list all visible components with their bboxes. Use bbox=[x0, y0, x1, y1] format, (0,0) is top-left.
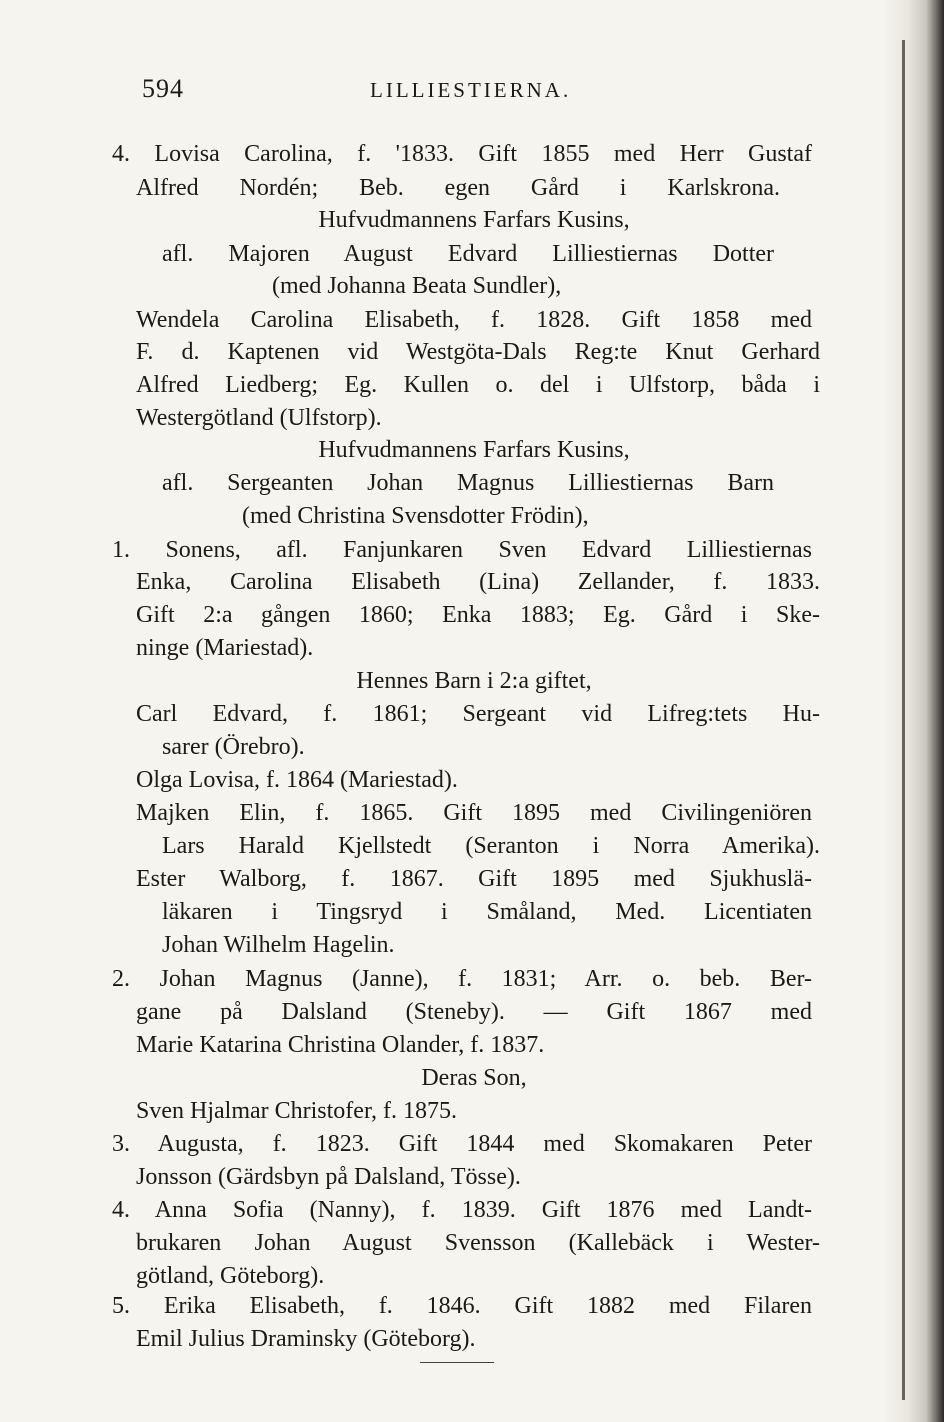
text-line: sarer (Örebro). bbox=[162, 734, 305, 760]
text-line: Emil Julius Draminsky (Göteborg). bbox=[136, 1326, 476, 1352]
text-line: Alfred Nordén; Beb. egen Gård i Karlskrona. bbox=[136, 175, 780, 201]
text-line: F. d. Kaptenen vid Westgöta-Dals Reg:te Knut Gerhard bbox=[136, 339, 820, 365]
text-line: (med Christina Svensdotter Frödin), bbox=[242, 503, 589, 529]
text-line: Gift 2:a gången 1860; Enka 1883; Eg. Gård i Ske- bbox=[136, 602, 820, 628]
text-line: Jonsson (Gärdsbyn på Dalsland, Tösse). bbox=[136, 1164, 521, 1190]
text-line: 4. Anna Sofia (Nanny), f. 1839. Gift 1876 med Landt- bbox=[112, 1197, 812, 1223]
binding-edge bbox=[902, 40, 905, 1400]
running-title: LILLIESTIERNA. bbox=[370, 78, 572, 102]
section-heading: Hennes Barn i 2:a giftet, bbox=[356, 668, 592, 694]
text-line: Johan Wilhelm Hagelin. bbox=[162, 932, 395, 958]
section-heading: Deras Son, bbox=[421, 1065, 527, 1091]
end-rule bbox=[420, 1362, 494, 1363]
text-line: Majken Elin, f. 1865. Gift 1895 med Civilingeniören bbox=[136, 800, 812, 826]
text-line: gane på Dalsland (Steneby). — Gift 1867 med bbox=[136, 999, 812, 1025]
text-line: götland, Göteborg). bbox=[136, 1263, 325, 1289]
text-line: Westergötland (Ulfstorp). bbox=[136, 405, 382, 431]
text-line: Alfred Liedberg; Eg. Kullen o. del i Ulfstorp, båda i bbox=[136, 372, 820, 398]
section-heading: Hufvudmannens Farfars Kusins, bbox=[318, 207, 630, 233]
text-line: 5. Erika Elisabeth, f. 1846. Gift 1882 med Filaren bbox=[112, 1293, 812, 1319]
text-line: Wendela Carolina Elisabeth, f. 1828. Gift 1858 med bbox=[136, 307, 812, 333]
text-line: Ester Walborg, f. 1867. Gift 1895 med Sjukhuslä- bbox=[136, 866, 812, 892]
text-line: Lars Harald Kjellstedt (Seranton i Norra Amerika). bbox=[162, 833, 820, 859]
text-line: afl. Majoren August Edvard Lilliestiernas Dotter bbox=[162, 241, 774, 267]
text-line: läkaren i Tingsryd i Småland, Med. Licentiaten bbox=[162, 899, 812, 925]
text-line: 2. Johan Magnus (Janne), f. 1831; Arr. o. beb. Ber- bbox=[112, 966, 812, 992]
text-line: Olga Lovisa, f. 1864 (Mariestad). bbox=[136, 767, 458, 793]
text-line: Carl Edvard, f. 1861; Sergeant vid Lifreg:tets Hu- bbox=[136, 701, 820, 727]
text-line: 4. Lovisa Carolina, f. '1833. Gift 1855 med Herr Gustaf bbox=[112, 141, 812, 167]
text-line: afl. Sergeanten Johan Magnus Lilliestiernas Barn bbox=[162, 470, 774, 496]
binding-shadow bbox=[884, 0, 944, 1422]
section-heading: Hufvudmannens Farfars Kusins, bbox=[318, 437, 630, 463]
text-line: 3. Augusta, f. 1823. Gift 1844 med Skomakaren Peter bbox=[112, 1131, 812, 1157]
text-line: Marie Katarina Christina Olander, f. 1837. bbox=[136, 1032, 545, 1058]
text-line: Sven Hjalmar Christofer, f. 1875. bbox=[136, 1098, 457, 1124]
page-number: 594 bbox=[142, 74, 184, 103]
text-line: brukaren Johan August Svensson (Kallebäck i Wester- bbox=[136, 1230, 820, 1256]
page-header bbox=[142, 74, 802, 114]
text-line: (med Johanna Beata Sundler), bbox=[272, 273, 562, 299]
text-line: ninge (Mariestad). bbox=[136, 635, 314, 661]
text-line: Enka, Carolina Elisabeth (Lina) Zellander, f. 1833. bbox=[136, 569, 820, 595]
text-line: 1. Sonens, afl. Fanjunkaren Sven Edvard Lilliestiernas bbox=[112, 537, 812, 563]
